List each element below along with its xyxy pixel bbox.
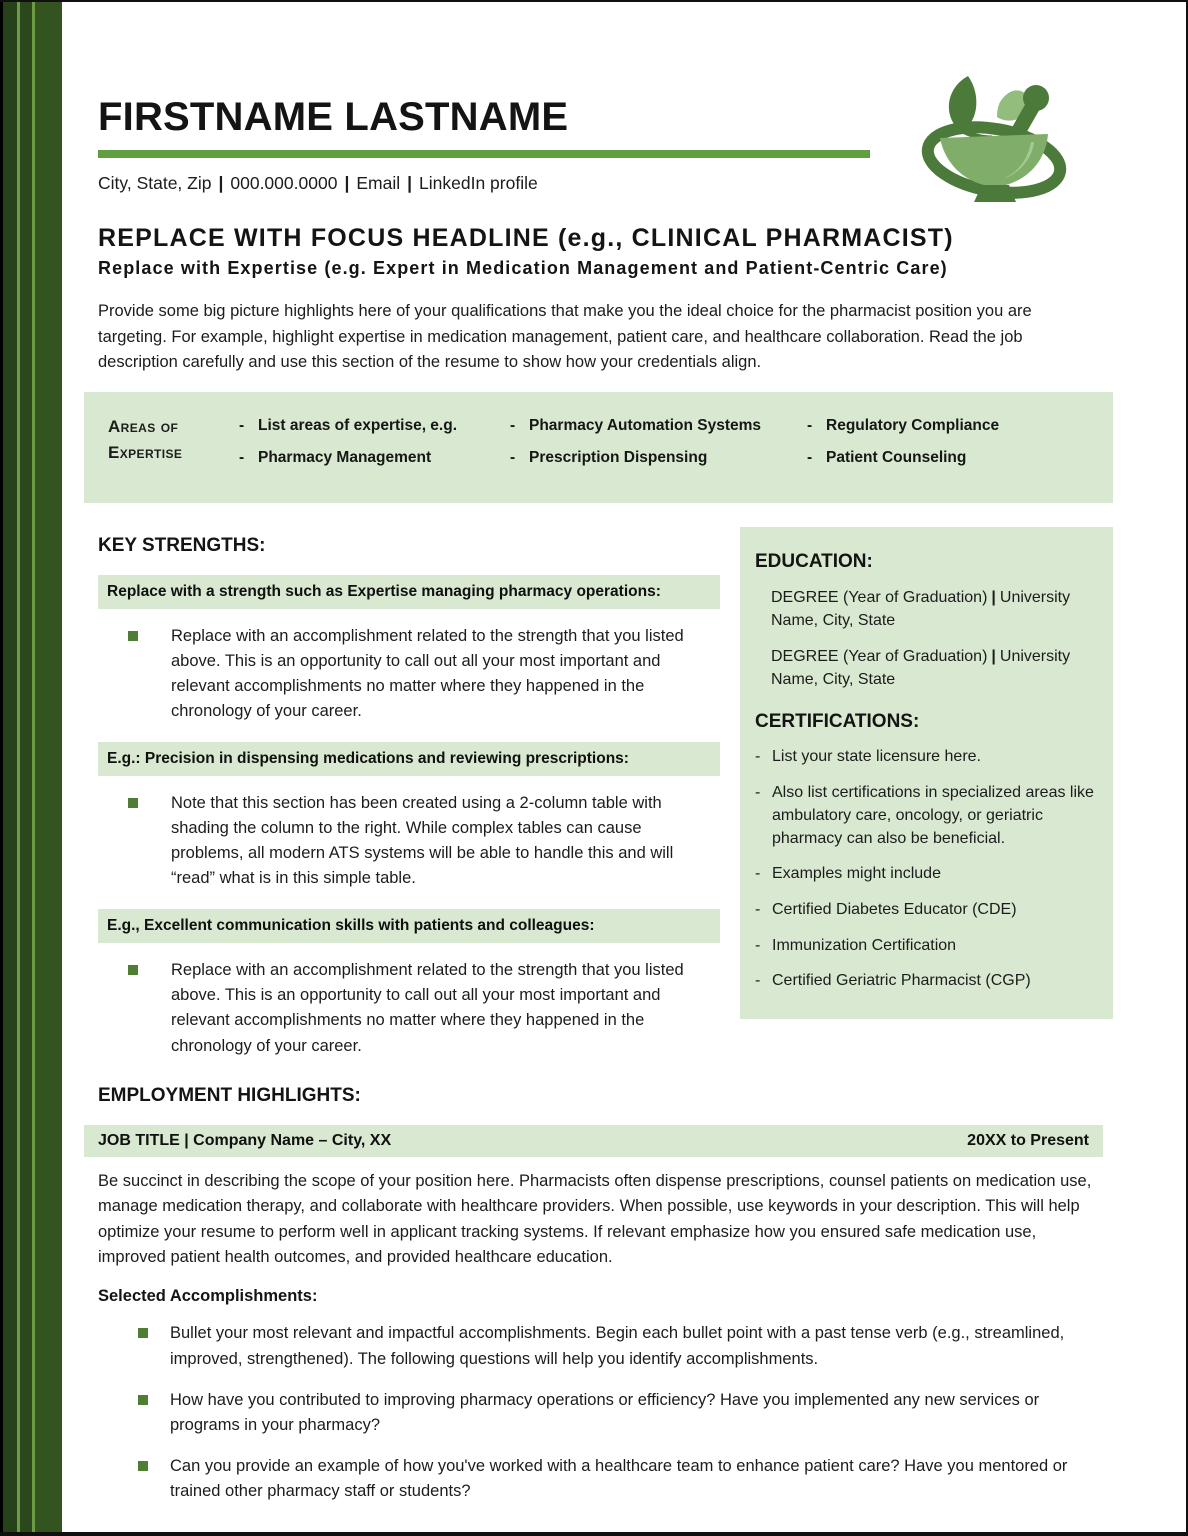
key-strengths-heading: KEY STRENGTHS:	[98, 534, 266, 556]
strength-header-bar: Replace with a strength such as Expertise managing pharmacy operations:	[98, 575, 720, 609]
expertise-column	[807, 414, 1105, 479]
dash-bullet: -	[755, 748, 761, 766]
strength-bullet-text: Note that this section has been created using a 2-column table with shading the column to the right. While complex tables can cause problems, all modern ATS systems will be able to handle this and will “read” what is in this simple table.	[171, 794, 674, 888]
areas-of-expertise-label: Areas of Expertise	[108, 417, 183, 462]
dash-bullet: -	[807, 417, 813, 435]
job-dates: 20XX to Present	[967, 1131, 1089, 1149]
square-bullet-icon	[138, 1461, 148, 1471]
pipe-separator: |	[344, 173, 350, 193]
dash-bullet: -	[239, 417, 245, 435]
dash-bullet: -	[755, 936, 761, 954]
expertise-item	[510, 414, 807, 437]
square-bullet-icon	[138, 1395, 148, 1405]
contact-linkedin: LinkedIn profile	[419, 173, 538, 193]
accomplishment-text: Can you provide an example of how you've worked with a healthcare team to enhance patient care? Have you mentored or trained other pharmacy staff or students?	[170, 1456, 1068, 1501]
pipe-separator: |	[407, 173, 413, 193]
areas-of-expertise-panel	[84, 392, 1113, 503]
square-bullet-icon	[128, 965, 138, 975]
contact-phone: 000.000.0000	[230, 173, 338, 193]
certifications-heading: CERTIFICATIONS:	[755, 711, 920, 733]
accomplishment-text: Bullet your most relevant and impactful accomplishments. Begin each bullet point with a past tense verb (e.g., streamlined, improved, strengthened). The following questions will help you identify accomplishments.	[170, 1324, 1065, 1368]
expertise-item-label: Regulatory Compliance	[826, 417, 1000, 435]
job-title: JOB TITLE | Company Name – City, XX	[98, 1131, 392, 1149]
pipe-separator: |	[218, 173, 224, 193]
key-strengths-column	[98, 527, 720, 1059]
expertise-subheadline: Replace with Expertise (e.g. Expert in Medication Management and Patient-Centric Care)	[98, 258, 948, 278]
dash-bullet: -	[755, 972, 761, 990]
accomplishment-bullet	[98, 1388, 1113, 1439]
expertise-item-label: Patient Counseling	[826, 449, 967, 467]
expertise-item-label: List areas of expertise, e.g.	[258, 417, 458, 435]
job-description: Be succinct in describing the scope of your position here. Pharmacists often dispense prescriptions, counsel patients on medication use, manage medication therapy, and collaborate with healthcare providers. When possible, use keywords in your description. This will help optimize your resume to perform well in applicant tracking systems. If relevant emphasize how you ensured safe medication use, improved patient health outcomes, and provided healthcare education.	[98, 1171, 1092, 1267]
strength-bullet	[98, 958, 720, 1058]
dash-bullet: -	[510, 449, 516, 467]
strength-header-bar: E.g., Excellent communication skills with patients and colleagues:	[98, 909, 720, 943]
resume-content	[98, 96, 1113, 1505]
pipe-separator: |	[991, 588, 996, 606]
certification-text: Immunization Certification	[772, 936, 957, 954]
certification-item	[755, 970, 1097, 993]
strength-bullet-text: Replace with an accomplishment related to the strength that you listed above. This is an opportunity to call out all your most important and relevant accomplishments no matter where they happened in the chronology of your career.	[171, 961, 684, 1055]
certification-item	[755, 935, 1097, 958]
expertise-item	[807, 446, 1105, 469]
square-bullet-icon	[128, 798, 138, 808]
certification-item	[755, 863, 1097, 886]
square-bullet-icon	[138, 1328, 148, 1338]
dash-bullet: -	[510, 417, 516, 435]
strength-header-bar: E.g.: Precision in dispensing medications and reviewing prescriptions:	[98, 742, 720, 776]
accent-divider	[98, 150, 870, 158]
expertise-item	[510, 446, 807, 469]
pipe-separator: |	[991, 648, 996, 666]
contact-location: City, State, Zip	[98, 173, 212, 193]
certification-text: Certified Diabetes Educator (CDE)	[772, 901, 1017, 919]
certification-text: Certified Geriatric Pharmacist (CGP)	[772, 972, 1031, 990]
certification-text: Examples might include	[772, 865, 941, 883]
focus-headline: REPLACE WITH FOCUS HEADLINE (e.g., CLINICAL PHARMACIST)	[98, 224, 954, 252]
two-column-section	[98, 527, 1113, 1059]
dash-bullet: -	[755, 901, 761, 919]
degree-entry	[771, 645, 1097, 691]
expertise-item	[807, 414, 1105, 437]
expertise-item-label: Prescription Dispensing	[529, 449, 708, 467]
dash-bullet: -	[239, 449, 245, 467]
certification-item	[755, 746, 1097, 769]
strength-bullet	[98, 791, 720, 891]
accomplishment-text: How have you contributed to improving pharmacy operations or efficiency? Have you implemented any new services or programs in your pharmacy?	[170, 1390, 1040, 1435]
dash-bullet: -	[755, 865, 761, 883]
expertise-item	[239, 446, 510, 469]
expertise-item	[239, 414, 510, 437]
square-bullet-icon	[128, 631, 138, 641]
certification-text: List your state licensure here.	[772, 748, 981, 766]
strength-bullet	[98, 624, 720, 724]
accomplishment-bullet	[98, 1321, 1113, 1372]
dash-bullet: -	[755, 784, 761, 802]
degree-entry	[771, 586, 1097, 632]
left-spine-decoration	[0, 2, 62, 1532]
certification-item	[755, 782, 1097, 850]
certification-item	[755, 899, 1097, 922]
summary-paragraph: Provide some big picture highlights here of your qualifications that make you the ideal choice for the pharmacist position you are targeting. For example, highlight expertise in medication management, patient care, and healthcare collaboration. Read the job description carefully and use this section of the resume to show how your credentials align.	[98, 302, 1032, 372]
education-heading: EDUCATION:	[755, 550, 873, 572]
accomplishment-bullet	[98, 1454, 1113, 1505]
selected-accomplishments-heading: Selected Accomplishments:	[98, 1287, 318, 1306]
contact-email: Email	[356, 173, 401, 193]
dash-bullet: -	[807, 449, 813, 467]
degree-title: DEGREE (Year of Graduation)	[771, 648, 988, 666]
strength-bullet-text: Replace with an accomplishment related to the strength that you listed above. This is an opportunity to call out all your most important and relevant accomplishments no matter where they happened in the chronology of your career.	[171, 626, 684, 720]
job-title-bar	[84, 1125, 1103, 1157]
expertise-item-label: Pharmacy Automation Systems	[529, 417, 762, 435]
certification-text: Also list certifications in specialized areas like ambulatory care, oncology, or geriatric pharmacy can also be beneficial.	[772, 784, 1094, 847]
degree-university: University Name, City, State	[771, 588, 1071, 629]
expertise-column	[239, 414, 510, 479]
employment-highlights-heading: EMPLOYMENT HIGHLIGHTS:	[98, 1084, 361, 1106]
person-name: FIRSTNAME LASTNAME	[98, 95, 569, 139]
degree-university: University Name, City, State	[771, 648, 1071, 689]
expertise-column	[510, 414, 807, 479]
degree-title: DEGREE (Year of Graduation)	[771, 588, 988, 606]
contact-line	[98, 173, 1113, 194]
education-certifications-panel	[740, 527, 1113, 1020]
expertise-item-label: Pharmacy Management	[258, 449, 432, 467]
